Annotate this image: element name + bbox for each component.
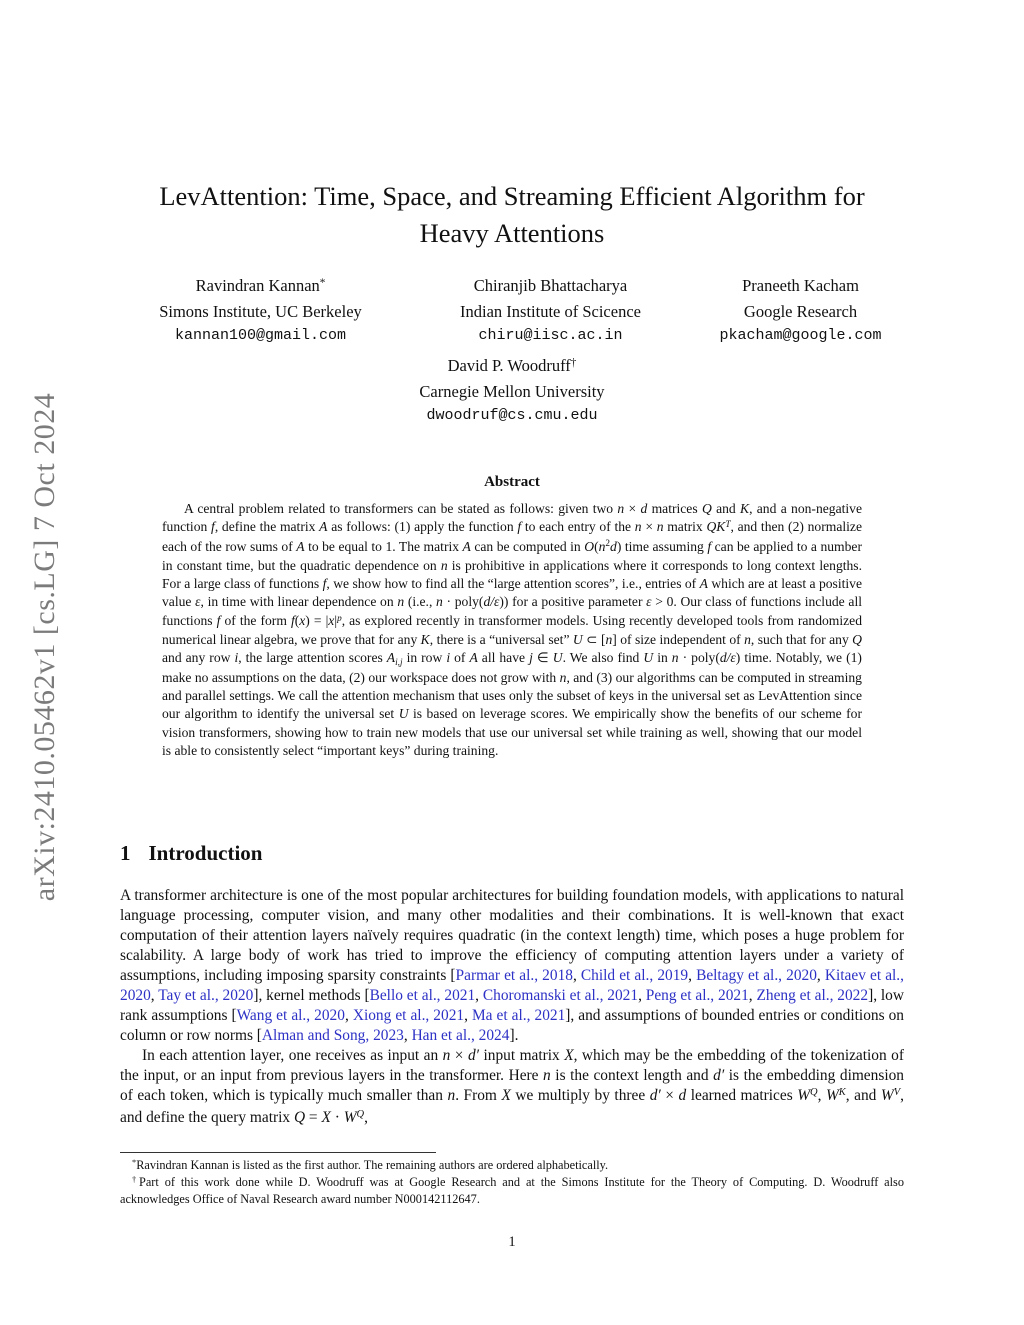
citation-link[interactable]: Wang et al., 2020 bbox=[236, 1007, 345, 1024]
footnote-block bbox=[120, 1152, 904, 1207]
author-email: chiru@iisc.ac.in bbox=[478, 327, 623, 344]
author-name-text: David P. Woodruff bbox=[447, 356, 571, 375]
citation-link[interactable]: Beltagy et al., 2020 bbox=[696, 967, 817, 984]
math-var: d bbox=[678, 1087, 687, 1104]
script-text: K bbox=[838, 1087, 846, 1099]
math-var: K bbox=[420, 632, 430, 648]
math-var: A bbox=[296, 538, 305, 554]
math-var: Q bbox=[701, 501, 712, 516]
arxiv-watermark: arXiv:2410.05462v1 [cs.LG] 7 Oct 2024 bbox=[28, 392, 61, 902]
math-var: n bbox=[656, 519, 664, 535]
citation-link[interactable]: Kitaev et al., 2020 bbox=[120, 967, 904, 1004]
math-var: f bbox=[211, 519, 215, 535]
author-affiliation: Google Research bbox=[743, 302, 858, 321]
authors-row-2 bbox=[0, 354, 1024, 428]
math-var: d bbox=[640, 501, 648, 516]
citation-link[interactable]: Xiong et al., 2021 bbox=[352, 1007, 465, 1024]
math-var: W bbox=[343, 1109, 357, 1126]
math-var: O bbox=[584, 538, 595, 554]
section-title: Introduction bbox=[148, 841, 263, 865]
math-var: ε bbox=[646, 594, 652, 610]
script-text: Q bbox=[356, 1109, 365, 1121]
author-name bbox=[0, 354, 1024, 380]
intro-paragraph-2: In each attention layer, one receives as input an n × d′ input matrix X, which may be the embedding of the tokenization of the input, or an input from previous layers in the transformer. Here n is the context length and d′ is the embedding dimension of each token, which is typically much smaller than n. From X we multiply by three d′ × d learned matrices $W^Q$, $W^K$, and $W^V$, and define the query matrix $Q = X \cdot W^Q$, bbox=[120, 1047, 904, 1126]
author-name bbox=[398, 274, 703, 300]
footnote-rule bbox=[120, 1152, 436, 1153]
script-text: T bbox=[725, 519, 731, 530]
paper-title-line-2: Heavy Attentions bbox=[419, 218, 605, 248]
author-name-text: Praneeth Kacham bbox=[742, 276, 859, 295]
author-email: pkacham@google.com bbox=[719, 327, 882, 344]
math-var: X bbox=[564, 1047, 574, 1064]
footnote-2: †Part of this work done while D. Woodruff was at Google Research and at the Simons Institute for the Theory of Computing. D. Woodruff also acknowledges Office of Naval Research award number N000142112647. bbox=[120, 1174, 904, 1206]
citation-link[interactable]: Tay et al., 2020 bbox=[158, 987, 254, 1004]
citation-link[interactable]: Alman and Song, 2023 bbox=[261, 1027, 404, 1044]
script-text: † bbox=[132, 1175, 139, 1185]
citation-link[interactable]: Peng et al., 2021 bbox=[645, 987, 749, 1004]
math-var: i bbox=[446, 650, 451, 666]
math-var: ε bbox=[195, 594, 201, 610]
math-var: d/ε bbox=[719, 650, 736, 666]
script-text: V bbox=[893, 1087, 901, 1099]
math-var: A bbox=[319, 519, 328, 535]
math-var: W bbox=[880, 1087, 894, 1104]
math-var: Q bbox=[852, 632, 862, 648]
math-var: x bbox=[299, 612, 306, 628]
math-var: i bbox=[234, 650, 239, 666]
section-number: 1 bbox=[120, 841, 131, 865]
math-var: n bbox=[744, 632, 751, 648]
math-var: d′ bbox=[649, 1087, 661, 1104]
script-text: 2 bbox=[605, 538, 611, 549]
math-var: d/ε bbox=[483, 594, 500, 610]
math-var: U bbox=[552, 650, 563, 666]
script-text: Q bbox=[810, 1087, 818, 1099]
math-var: n bbox=[671, 650, 679, 666]
citation-link[interactable]: Choromanski et al., 2021 bbox=[482, 987, 639, 1004]
author-name-text: Chiranjib Bhattacharya bbox=[473, 276, 628, 295]
paper-title bbox=[0, 178, 1024, 252]
math-var: f bbox=[290, 612, 295, 628]
footnote-1: *Ravindran Kannan is listed as the first author. The remaining authors are ordered alphabetically. bbox=[132, 1158, 609, 1172]
math-var: U bbox=[572, 632, 583, 648]
author-block-bhattacharya bbox=[398, 274, 703, 348]
section-heading-introduction bbox=[120, 841, 262, 866]
author-name bbox=[108, 274, 413, 300]
math-var: f bbox=[517, 519, 522, 535]
math-var: n bbox=[543, 1067, 551, 1084]
introduction-body bbox=[120, 886, 904, 1130]
author-name bbox=[678, 274, 923, 300]
math-var: d′ bbox=[713, 1067, 725, 1084]
math-var: n bbox=[617, 501, 625, 516]
author-mark: † bbox=[570, 356, 577, 369]
math-var: n bbox=[605, 632, 613, 648]
math-var: U bbox=[643, 650, 654, 666]
script-text: p bbox=[337, 612, 342, 623]
author-block-woodruff bbox=[0, 354, 1024, 428]
math-var: W bbox=[825, 1087, 839, 1104]
citation-link[interactable]: Ma et al., 2021 bbox=[471, 1007, 566, 1024]
math-var: A bbox=[699, 576, 708, 592]
math-var: f bbox=[322, 576, 327, 592]
author-block-kannan bbox=[108, 274, 413, 348]
math-var: x bbox=[328, 612, 335, 628]
math-var: X bbox=[321, 1109, 331, 1126]
author-block-kacham bbox=[678, 274, 923, 348]
abstract-text: A central problem related to transformers can be stated as follows: given two n × d matrices Q and K, and a non-negative function f, define the matrix A as follows: (1) apply the function f to each entry of the n × n matrix $QK^T$, and then (2) normalize each of the row sums of A to be equal to 1. The matrix A can be computed in $O(n^2d)$ time assuming f can be applied to a number in constant time, but the quadratic dependence on n is prohibitive in applications where it corresponds to long context lengths. For a large class of functions f, we show how to find all the “large attention scores”, i.e., entries of A which are at least a positive value ε, in time with linear dependence on n (i.e., n · poly(d/ε)) for a positive parameter ε > 0. Our class of functions include all functions f of the form $f(x) = |x|^p$, as explored recently in transformer models. Using recently developed tools from randomized numerical linear algebra, we prove that for any K, there is a “universal set” U ⊂ [n] of size independent of n, such that for any Q and any row i, the large attention scores Ai,j in row i of A all have j ∈ U. We also find U in n · poly(d/ε) time. Notably, we (1) make no assumptions on the data, (2) our workspace does not grow with n, and (3) our algorithms can be computed in streaming and parallel settings. We call the attention mechanism that uses only the subset of keys in the universal set as LevAttention since our algorithm to identify the universal set U is based on leverage scores. We empirically show the benefits of our scheme for vision transformers, showing how to train new models that use our universal set while training as well, showing that our model is able to consistently select “important keys” during training. bbox=[162, 501, 863, 758]
author-name-text: Ravindran Kannan bbox=[195, 276, 320, 295]
math-var: A bbox=[469, 650, 478, 666]
citation-link[interactable]: Bello et al., 2021 bbox=[369, 987, 476, 1004]
math-var: n bbox=[442, 1047, 451, 1064]
math-var: n bbox=[634, 519, 642, 535]
math-var: n bbox=[397, 594, 405, 610]
math-var: W bbox=[797, 1087, 811, 1104]
math-var: f bbox=[707, 538, 712, 554]
math-var: n bbox=[447, 1087, 456, 1104]
math-var: A bbox=[462, 538, 471, 554]
math-var: Q bbox=[293, 1109, 306, 1126]
citation-link[interactable]: Zheng et al., 2022 bbox=[756, 987, 869, 1004]
author-affiliation: Simons Institute, UC Berkeley bbox=[159, 302, 362, 321]
page-number: 1 bbox=[508, 1234, 516, 1250]
paper-title-line-1: LevAttention: Time, Space, and Streaming Efficient Algorithm for bbox=[159, 181, 865, 211]
citation-link[interactable]: Child et al., 2019 bbox=[580, 967, 689, 984]
math-var: n bbox=[598, 538, 606, 554]
math-var: n bbox=[559, 669, 567, 685]
math-var: f bbox=[216, 612, 221, 628]
author-affiliation: Indian Institute of Scicence bbox=[460, 302, 641, 321]
script-text: i,j bbox=[395, 656, 403, 667]
citation-link[interactable]: Parmar et al., 2018 bbox=[455, 967, 573, 984]
script-text: * bbox=[132, 1158, 137, 1168]
abstract-heading: Abstract bbox=[484, 474, 540, 490]
author-email: dwoodruf@cs.cmu.edu bbox=[426, 407, 598, 424]
math-var: j bbox=[529, 650, 533, 666]
math-var: n bbox=[436, 594, 443, 610]
math-var: K bbox=[740, 501, 750, 516]
author-email: kannan100@gmail.com bbox=[174, 327, 347, 344]
intro-paragraph-1: A transformer architecture is one of the most popular architectures for building foundation models, with applications to natural language processing, computer vision, and many other modalities and their combinations. It is well-known that exact computation of their attention layers naïvely requires quadratic (in the context length) time, which poses a huge problem for scalability. A large body of work has tried to improve the efficiency of computing attention layers under a variety of assumptions, including imposing sparsity constraints [Parmar et al., 2018, Child et al., 2019, Beltagy et al., 2020, Kitaev et al., 2020, Tay et al., 2020], kernel methods [Bello et al., 2021, Choromanski et al., 2021, Peng et al., 2021, Zheng et al., 2022], low rank assumptions [Wang et al., 2020, Xiong et al., 2021, Ma et al., 2021], and assumptions of bounded entries or conditions on column or row norms [Alman and Song, 2023, Han et al., 2024]. bbox=[120, 887, 905, 1044]
citation-link[interactable]: Han et al., 2024 bbox=[411, 1027, 510, 1044]
math-var: n bbox=[440, 557, 448, 573]
author-mark: * bbox=[319, 276, 326, 289]
math-var: U bbox=[398, 706, 409, 722]
math-var: d′ bbox=[467, 1047, 480, 1064]
math-var: d bbox=[610, 538, 617, 554]
math-var: A bbox=[386, 650, 396, 666]
math-var: X bbox=[501, 1087, 511, 1104]
author-affiliation: Carnegie Mellon University bbox=[419, 382, 605, 401]
math-var: QK bbox=[706, 519, 726, 535]
